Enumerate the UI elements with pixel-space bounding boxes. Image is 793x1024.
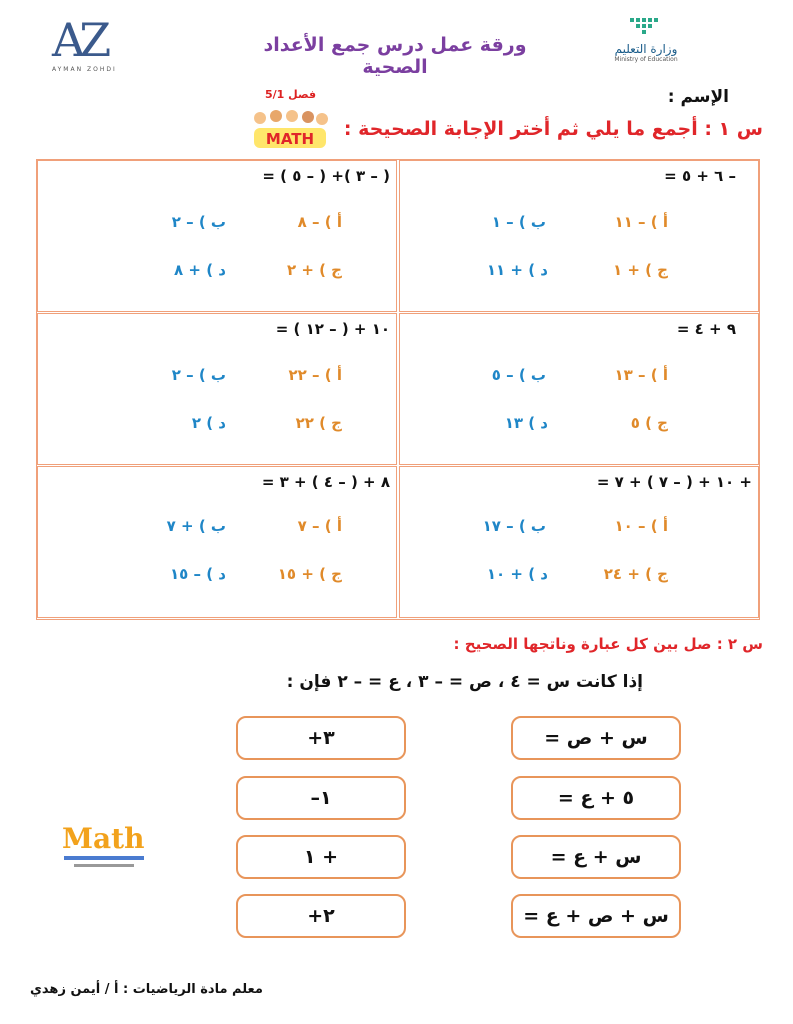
exercise-cell-4 xyxy=(37,313,397,465)
exercise-expression: ١٠ + ( – ١٢ ) = xyxy=(275,320,390,338)
exercise-cell-2 xyxy=(37,160,397,312)
answer-box[interactable]: + ١ xyxy=(236,835,406,879)
author-logo-text: AZ xyxy=(52,13,106,67)
option-d[interactable]: د ) + ١٠ xyxy=(486,565,548,583)
option-a[interactable]: أ ) – ١٣ xyxy=(614,366,668,384)
author-logo-sub: AYMAN ZOHDI xyxy=(52,66,117,73)
math-sticker-image xyxy=(250,108,330,152)
ministry-name-en: Ministry of Education xyxy=(614,56,678,63)
math-word-icon xyxy=(58,818,153,874)
math-logo-text: Math xyxy=(62,822,145,855)
teacher-footer: معلم مادة الرياضيات : أ / أيمن زهدي xyxy=(30,982,263,997)
option-c[interactable]: ج ) + ١ xyxy=(612,261,668,279)
answer-box[interactable]: ١– xyxy=(236,776,406,820)
option-c[interactable]: ج ) ٢٢ xyxy=(295,414,342,432)
page-title: ورقة عمل درس جمع الأعداد الصحية xyxy=(263,34,527,78)
exercise-expression: ( – ٣ )+ ( – ٥ ) = xyxy=(262,167,390,185)
option-d[interactable]: د ) + ١١ xyxy=(486,261,548,279)
answer-box[interactable]: ٣+ xyxy=(236,716,406,760)
option-a[interactable]: أ ) – ١١ xyxy=(614,213,668,231)
exercise-cell-6 xyxy=(37,466,397,618)
exercise-expression: – ٦ + ٥ = xyxy=(664,167,736,185)
option-b[interactable]: ب ) – ١٧ xyxy=(482,517,546,535)
option-b[interactable]: ب ) + ٧ xyxy=(166,517,226,535)
option-c[interactable]: ج ) ٥ xyxy=(630,414,668,432)
exercise-expression: ٩ + ٤ = xyxy=(676,320,736,338)
question-1-title: س ١ : أجمع ما يلي ثم أختر الإجابة الصحيحة : xyxy=(343,118,763,140)
answer-box[interactable]: ٢+ xyxy=(236,894,406,938)
expression-box[interactable]: س + ص = xyxy=(511,716,681,760)
option-a[interactable]: أ ) – ٢٢ xyxy=(288,366,342,384)
expression-box[interactable]: س + ع = xyxy=(511,835,681,879)
expression-box[interactable]: س + ص + ع = xyxy=(511,894,681,938)
name-label: الإسم : xyxy=(667,87,729,107)
option-c[interactable]: ج ) + ١٥ xyxy=(277,565,342,583)
exercise-expression: + ١٠ + ( – ٧ ) + ٧ = xyxy=(596,473,752,491)
class-label: فصل 5/1 xyxy=(265,88,317,101)
expression-box[interactable]: ٥ + ع = xyxy=(511,776,681,820)
option-d[interactable]: د ) – ١٥ xyxy=(169,565,226,583)
option-d[interactable]: د ) ٢ xyxy=(191,414,226,432)
exercise-cell-5 xyxy=(399,466,759,618)
math-kids-icon xyxy=(250,108,330,152)
option-b[interactable]: ب ) – ٢ xyxy=(171,366,226,384)
option-c[interactable]: ج ) + ٢٤ xyxy=(603,565,668,583)
option-b[interactable]: ب ) – ٢ xyxy=(171,213,226,231)
author-logo xyxy=(52,14,122,76)
option-a[interactable]: أ ) – ٨ xyxy=(297,213,342,231)
exercises-grid xyxy=(36,159,760,620)
ministry-name-ar: وزارة التعليم xyxy=(614,42,678,56)
option-d[interactable]: د ) + ٨ xyxy=(174,261,226,279)
question-2-title: س ٢ : صل بين كل عبارة وناتجها الصحيح : xyxy=(453,635,763,653)
exercise-cell-1 xyxy=(399,160,759,312)
ministry-logo xyxy=(606,16,686,70)
math-sticker-text: MATH xyxy=(265,130,315,148)
ministry-dots-icon xyxy=(616,16,676,38)
option-a[interactable]: أ ) – ١٠ xyxy=(614,517,668,535)
math-logo-image xyxy=(58,818,153,874)
option-b[interactable]: ب ) – ١ xyxy=(491,213,546,231)
option-c[interactable]: ج ) + ٢ xyxy=(286,261,342,279)
exercise-cell-3 xyxy=(399,313,759,465)
given-values: إذا كانت س = ٤ ، ص = – ٣ ، ع = – ٢ فإن : xyxy=(286,672,643,692)
option-b[interactable]: ب ) – ٥ xyxy=(491,366,546,384)
option-d[interactable]: د ) ١٣ xyxy=(504,414,548,432)
exercise-expression: ٨ + ( – ٤ ) + ٣ = xyxy=(261,473,390,491)
option-a[interactable]: أ ) – ٧ xyxy=(297,517,342,535)
